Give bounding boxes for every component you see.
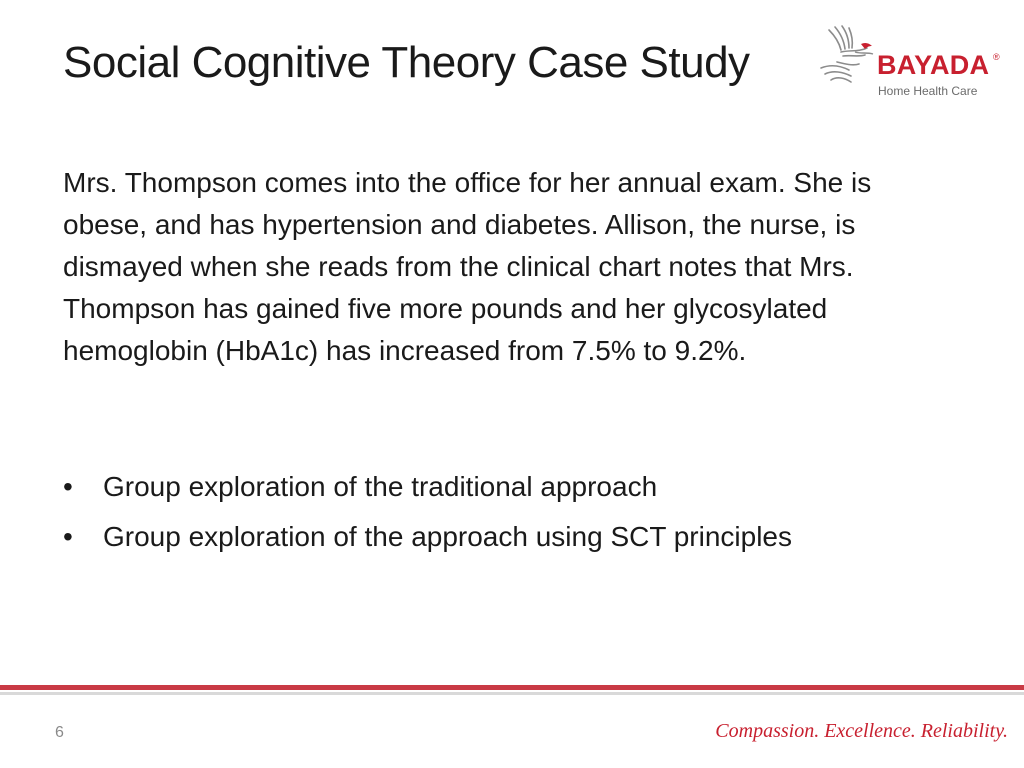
dove-icon	[815, 22, 877, 88]
bullet-icon: •	[63, 471, 73, 502]
bullet-icon: •	[63, 521, 73, 552]
case-paragraph: Mrs. Thompson comes into the office for her annual exam. She is obese, and has hypertension and diabetes. Allison, the nurse, is dismayed when she reads from the clinical chart notes that Mrs. Thompson has gained five more pounds and her glycosylated hemoglobin (HbA1c) has increased from 7.5% to 9.2%.	[63, 167, 872, 366]
slide-title: Social Cognitive Theory Case Study	[63, 38, 750, 87]
bullet-item	[63, 462, 792, 512]
bullet-item	[63, 512, 792, 562]
bayada-logo	[815, 22, 1010, 102]
bullet-list	[63, 462, 792, 562]
logo-subtitle: Home Health Care	[878, 84, 978, 98]
footer-tagline: Compassion. Excellence. Reliability.	[715, 720, 1008, 742]
bullet-text: Group exploration of the traditional approach	[103, 471, 658, 502]
footer-divider-grey	[0, 692, 1024, 695]
registered-mark: ®	[993, 52, 1000, 62]
page-number: 6	[55, 724, 64, 741]
footer-divider-red	[0, 685, 1024, 690]
logo-name: BAYADA	[877, 50, 990, 80]
bullet-text: Group exploration of the approach using SCT principles	[103, 521, 792, 552]
